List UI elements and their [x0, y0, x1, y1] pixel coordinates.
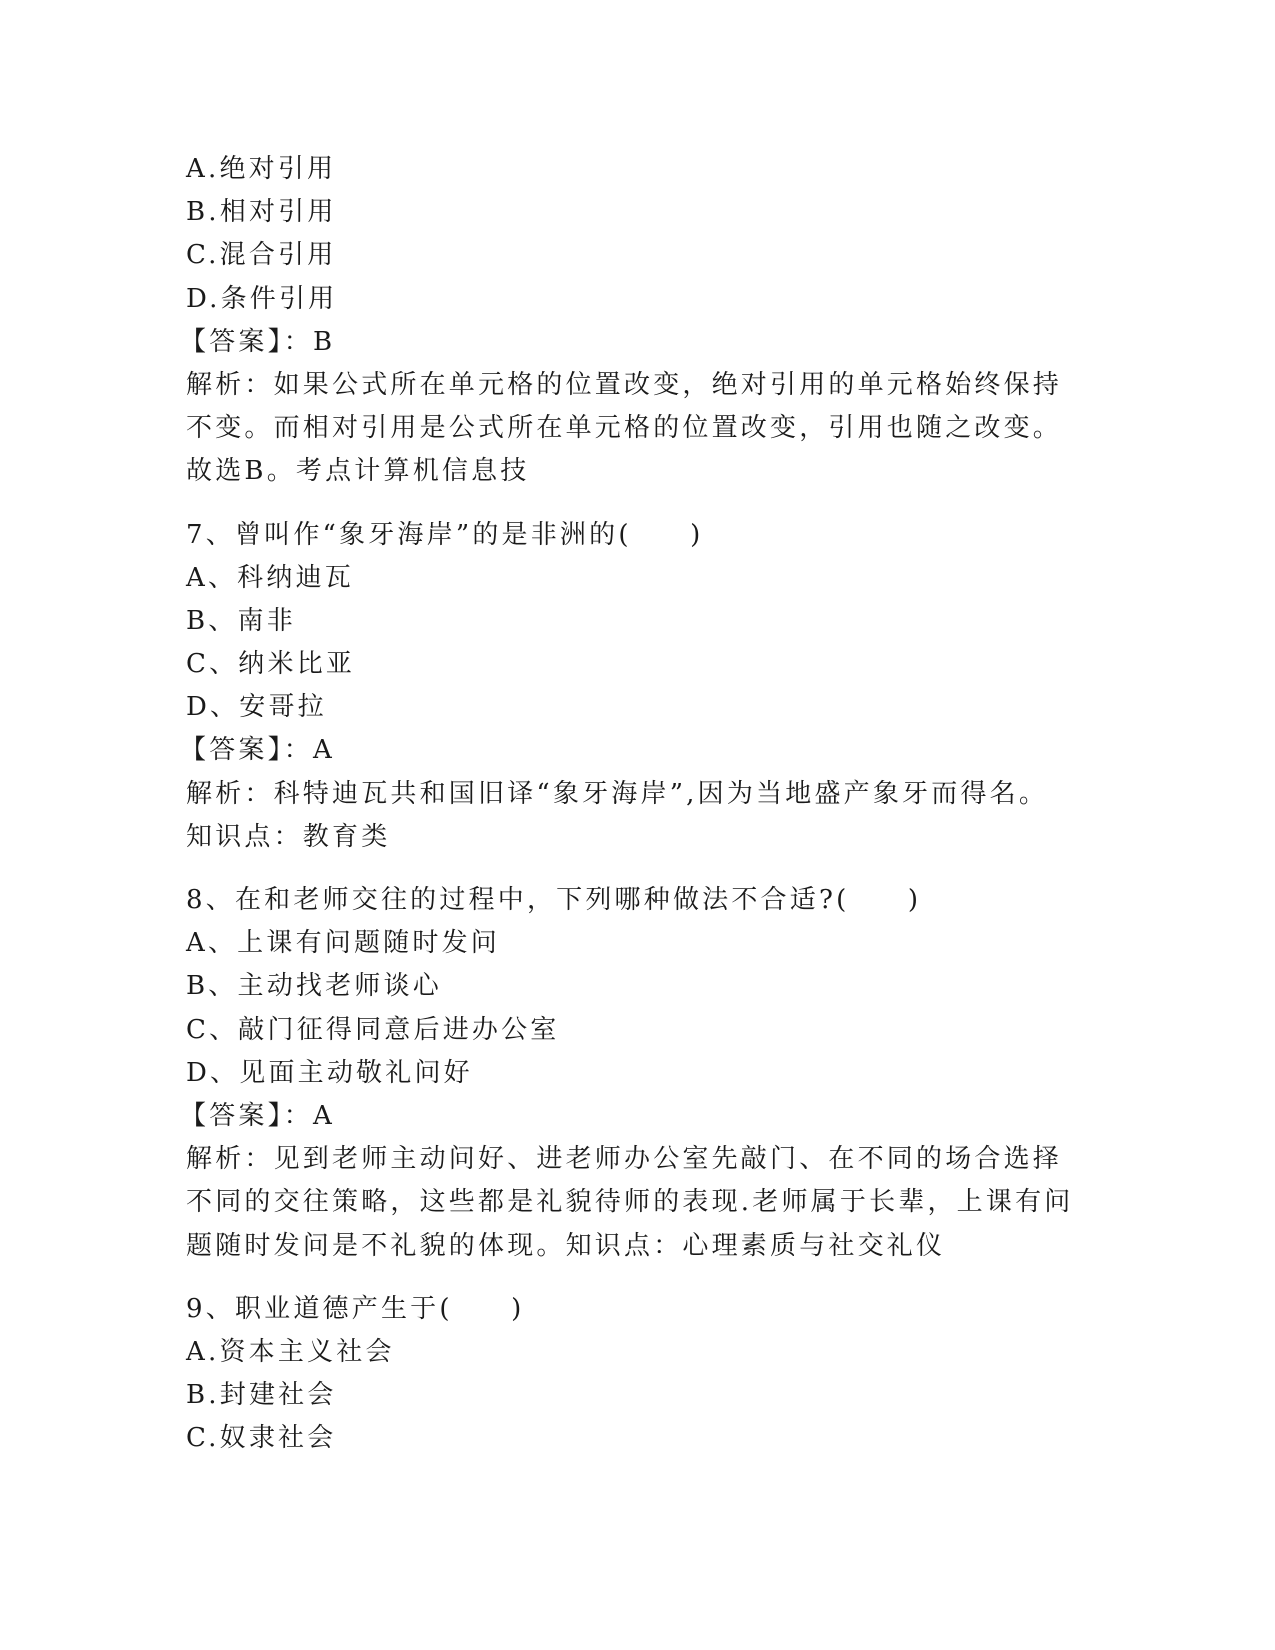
question-text: 7、曾叫作“象牙海岸”的是非洲的( ): [186, 519, 704, 550]
answer: 【答案】：B: [180, 326, 336, 357]
analysis-line: 解析：科特迪瓦共和国旧译“象牙海岸”,因为当地盛产象牙而得名。: [186, 778, 1049, 809]
option-a: A、上课有问题随时发问: [186, 928, 500, 959]
option-d: D、安哥拉: [186, 692, 327, 723]
option-a: A.资本主义社会: [186, 1336, 395, 1367]
question-text: 8、在和老师交往的过程中，下列哪种做法不合适?( ): [186, 885, 922, 915]
question-9: [186, 1288, 1086, 1461]
option-c: C、敲门征得同意后进办公室: [186, 1014, 560, 1045]
option-b: B.封建社会: [186, 1380, 337, 1411]
option-d: D、见面主动敬礼问好: [186, 1057, 473, 1088]
analysis-line: 不同的交往策略，这些都是礼貌待师的表现.老师属于长辈，上课有问: [186, 1187, 1074, 1218]
question-6-continuation: [180, 148, 1086, 494]
answer: 【答案】：A: [180, 735, 335, 766]
analysis-line: 故选B。考点计算机信息技: [186, 456, 530, 487]
spacer: [186, 494, 1086, 514]
spacer: [186, 1268, 1086, 1288]
analysis-line: 知识点：教育类: [186, 821, 391, 852]
option-c: C.混合引用: [186, 240, 337, 271]
document-page: [180, 148, 1086, 1460]
option-d: D.条件引用: [186, 283, 338, 314]
analysis-line: 题随时发问是不礼貌的体现。知识点：心理素质与社交礼仪: [186, 1230, 946, 1261]
option-a: A.绝对引用: [186, 154, 337, 184]
option-a: A、科纳迪瓦: [186, 562, 354, 593]
option-c: C.奴隶社会: [186, 1423, 337, 1454]
analysis-line: 解析：如果公式所在单元格的位置改变，绝对引用的单元格始终保持: [186, 369, 1063, 400]
analysis-line: 不变。而相对引用是公式所在单元格的位置改变，引用也随之改变。: [186, 413, 1063, 444]
option-b: B、南非: [186, 605, 296, 636]
question-8: [180, 879, 1086, 1268]
question-text: 9、职业道德产生于( ): [186, 1293, 525, 1324]
answer: 【答案】：A: [180, 1100, 335, 1131]
option-b: B、主动找老师谈心: [186, 971, 442, 1002]
option-b: B.相对引用: [186, 197, 337, 228]
question-7: [180, 514, 1086, 860]
option-c: C、纳米比亚: [186, 649, 356, 680]
analysis-line: 解析：见到老师主动问好、进老师办公室先敲门、在不同的场合选择: [186, 1144, 1063, 1175]
spacer: [186, 859, 1086, 879]
